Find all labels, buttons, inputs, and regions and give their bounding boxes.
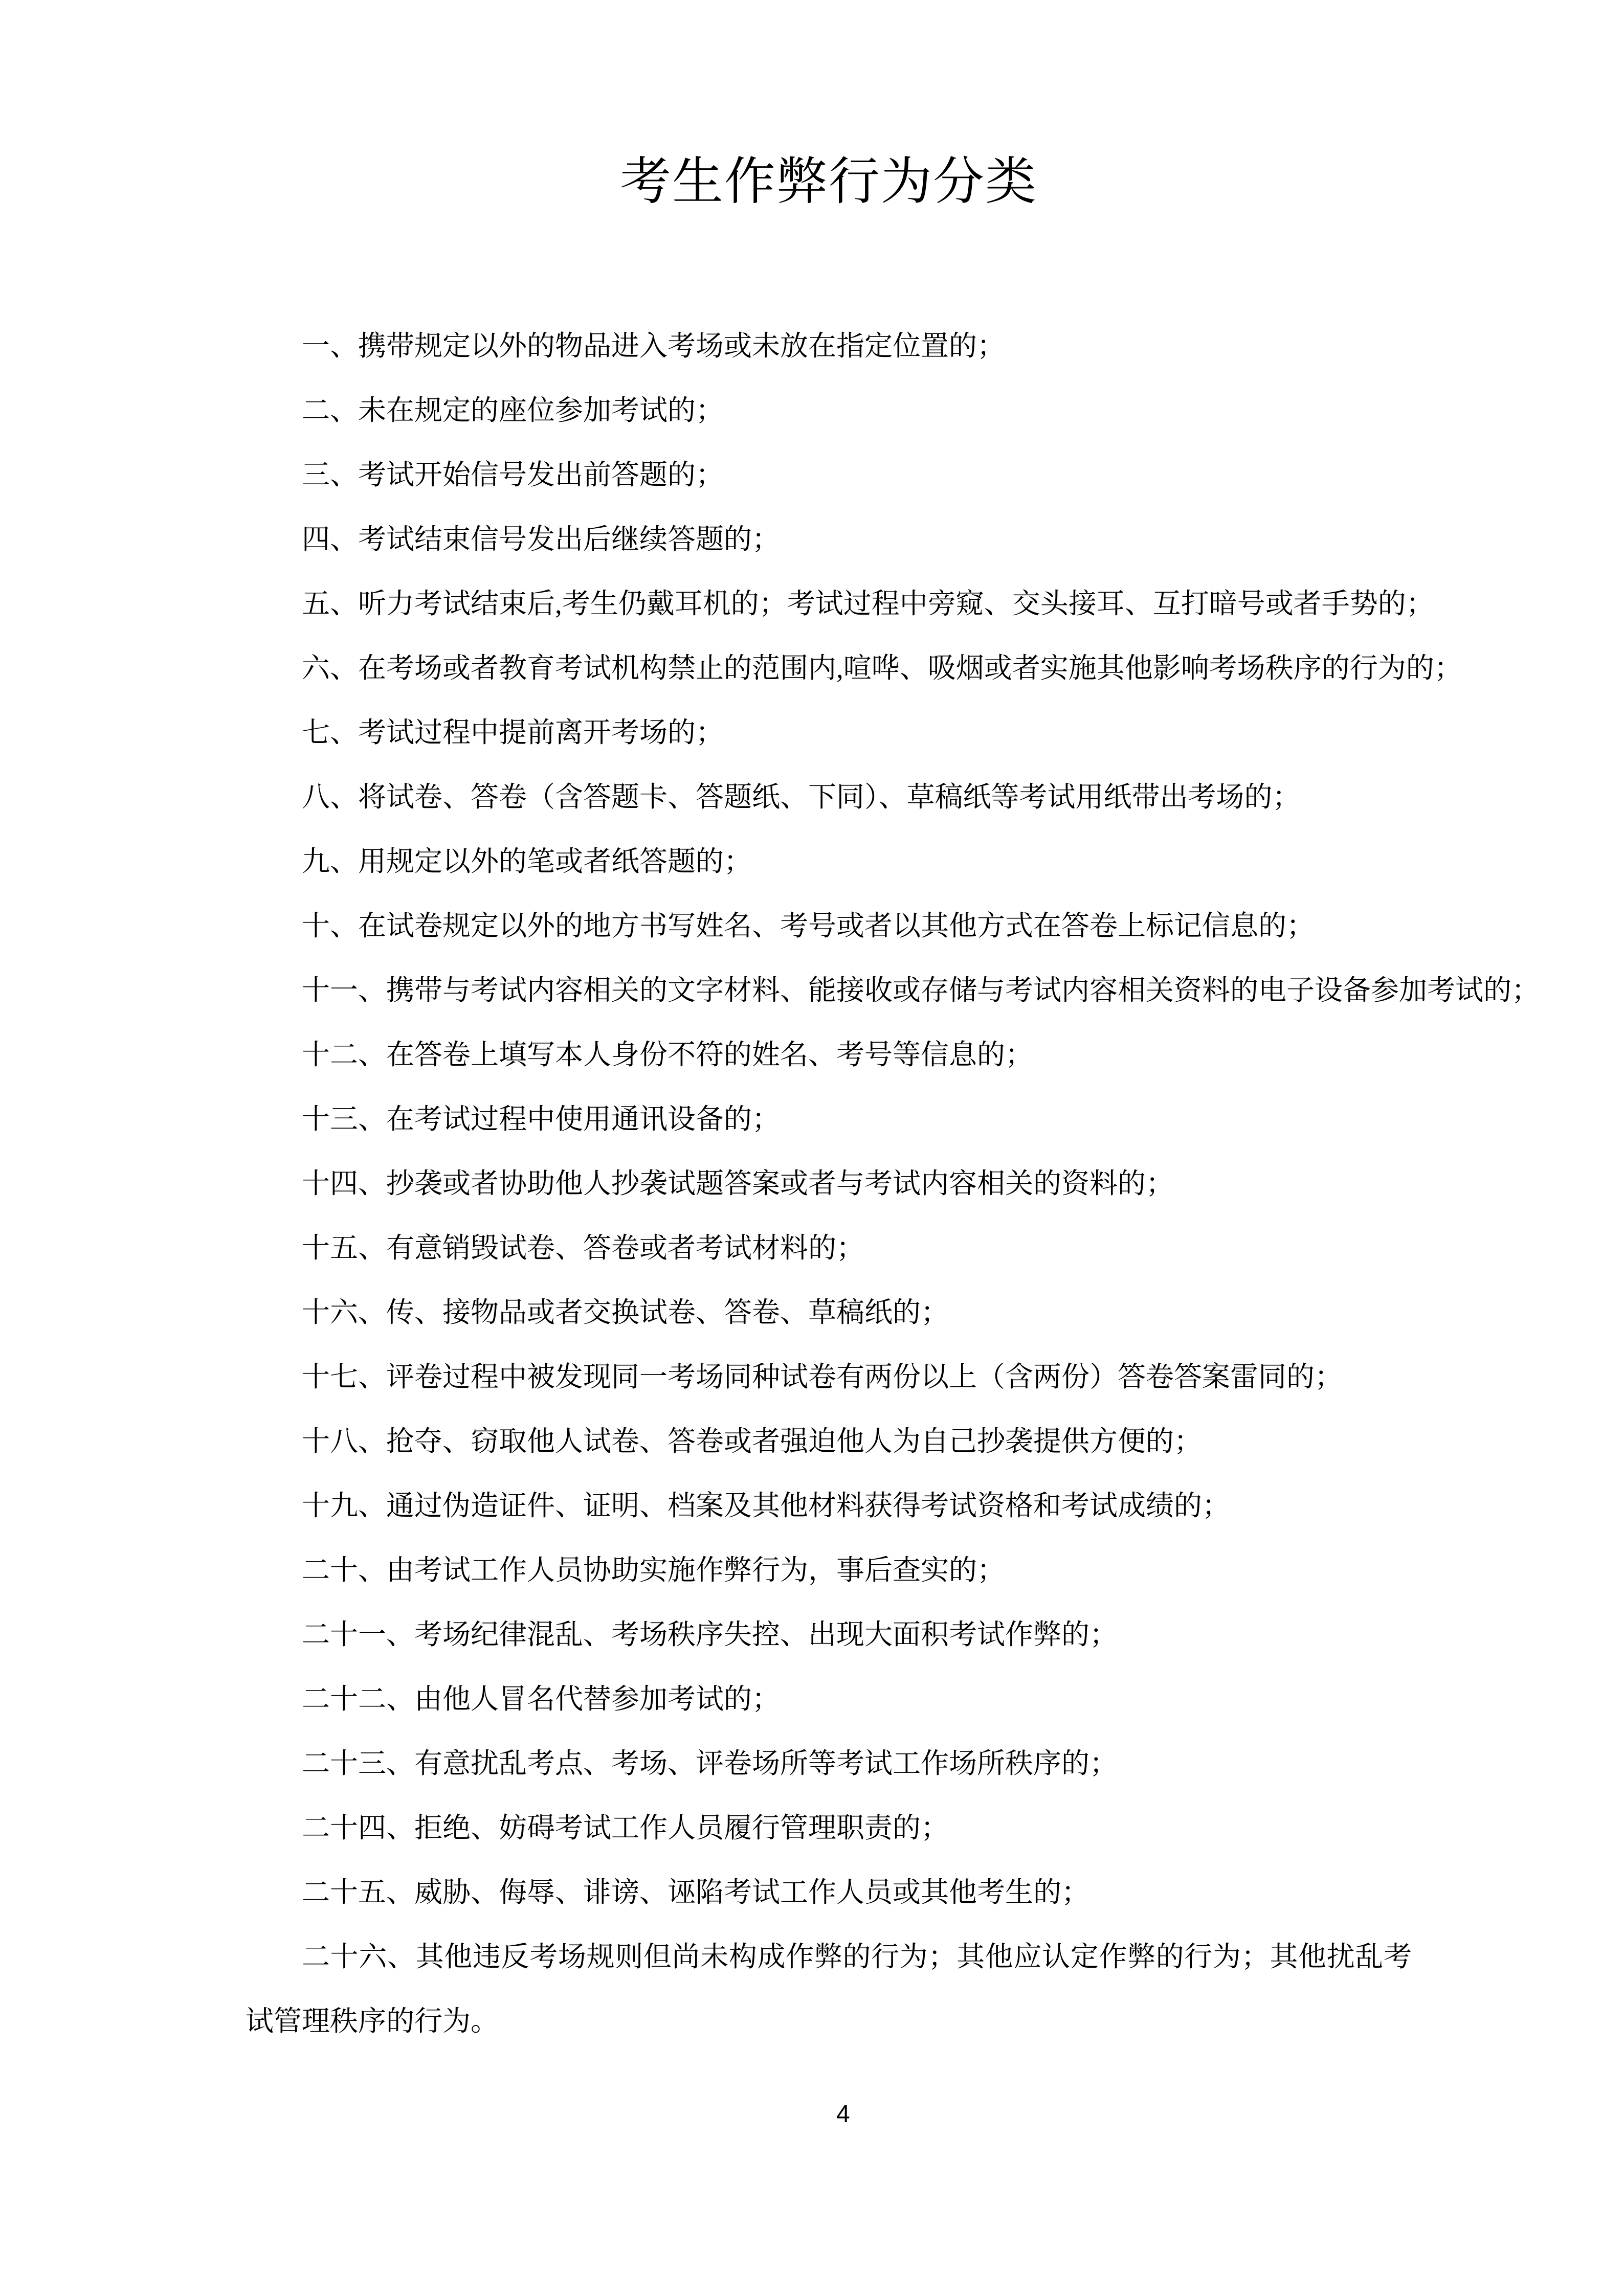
list-item: 八、将试卷、答卷（含答题卡、答题纸、下同）、草稿纸等考试用纸带出考场的； bbox=[302, 781, 1301, 813]
list-item: 五、听力考试结束后,考生仍戴耳机的；考试过程中旁窥、交头接耳、互打暗号或者手势的； bbox=[302, 588, 1434, 619]
page-title: 考生作弊行为分类 bbox=[620, 153, 1037, 210]
list-item: 十二、在答卷上填写本人身份不符的姓名、考号等信息的； bbox=[302, 1039, 1034, 1070]
list-item: 二十二、由他人冒名代替参加考试的； bbox=[302, 1683, 781, 1715]
behavior-list bbox=[246, 314, 1540, 2054]
list-item: 二十三、有意扰乱考点、考场、评卷场所等考试工作场所秩序的； bbox=[302, 1748, 1118, 1779]
list-item: 九、用规定以外的笔或者纸答题的； bbox=[302, 846, 752, 877]
list-item: 三、考试开始信号发出前答题的； bbox=[302, 459, 724, 490]
list-item: 二十、由考试工作人员协助实施作弊行为，事后查实的； bbox=[302, 1555, 1006, 1586]
list-item: 二十五、威胁、侮辱、诽谤、诬陷考试工作人员或其他考生的； bbox=[302, 1877, 1090, 1908]
list-item: 十三、在考试过程中使用通讯设备的； bbox=[302, 1104, 781, 1135]
list-item: 十四、抄袭或者协助他人抄袭试题答案或者与考试内容相关的资料的； bbox=[302, 1168, 1174, 1199]
list-item: 七、考试过程中提前离开考场的； bbox=[302, 717, 724, 748]
list-item: 十七、评卷过程中被发现同一考场同种试卷有两份以上（含两份）答卷答案雷同的； bbox=[302, 1361, 1343, 1392]
list-item: 十八、抢夺、窃取他人试卷、答卷或者强迫他人为自己抄袭提供方便的； bbox=[302, 1426, 1203, 1457]
list-item: 十、在试卷规定以外的地方书写姓名、考号或者以其他方式在答卷上标记信息的； bbox=[302, 910, 1315, 941]
list-item: 二十四、拒绝、妨碍考试工作人员履行管理职责的； bbox=[302, 1812, 949, 1843]
list-item: 十一、携带与考试内容相关的文字材料、能接收或存储与考试内容相关资料的电子设备参加考试的； bbox=[302, 975, 1540, 1006]
list-item: 十九、通过伪造证件、证明、档案及其他材料获得考试资格和考试成绩的； bbox=[302, 1490, 1231, 1521]
list-item: 十六、传、接物品或者交换试卷、答卷、草稿纸的； bbox=[302, 1297, 949, 1328]
page-number: 4 bbox=[836, 2101, 850, 2128]
list-item: 十五、有意销毁试卷、答卷或者考试材料的； bbox=[302, 1232, 865, 1264]
list-item: 四、考试结束信号发出后继续答题的； bbox=[302, 524, 781, 555]
list-item: 二、未在规定的座位参加考试的； bbox=[302, 395, 724, 426]
list-item: 二十六、其他违反考场规则但尚未构成作弊的行为；其他应认定作弊的行为；其他扰乱考试管理秩序的行为。 bbox=[246, 1941, 1412, 2037]
list-item: 二十一、考场纪律混乱、考场秩序失控、出现大面积考试作弊的； bbox=[302, 1619, 1118, 1650]
list-item: 六、在考场或者教育考试机构禁止的范围内,喧哗、吸烟或者实施其他影响考场秩序的行为的； bbox=[302, 652, 1462, 684]
list-item: 一、携带规定以外的物品进入考场或未放在指定位置的； bbox=[302, 330, 1006, 362]
